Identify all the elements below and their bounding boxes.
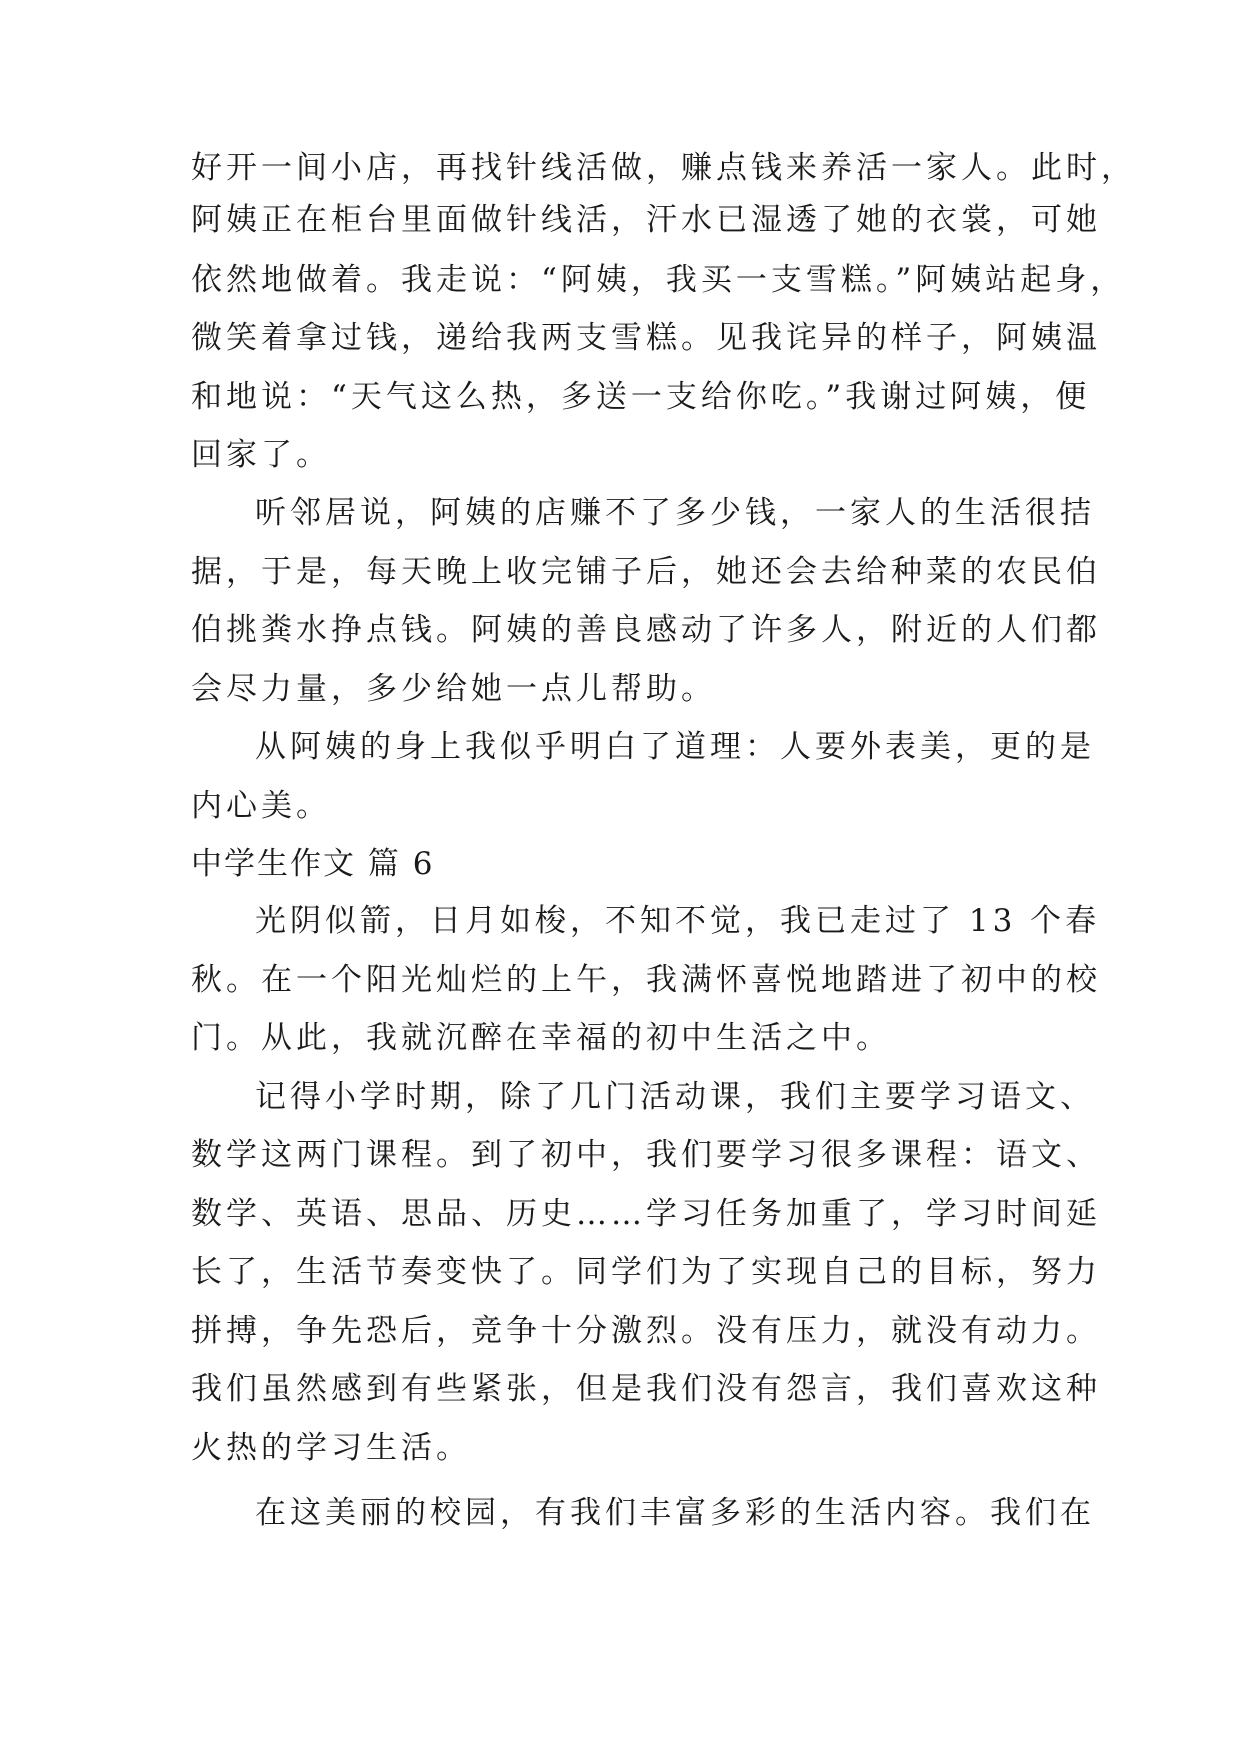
- text-line: 长了，生活节奏变快了。同学们为了实现自己的目标，努力: [191, 1254, 1101, 1290]
- text-line: 门。从此，我就沉醉在幸福的初中生活之中。: [191, 1020, 891, 1056]
- paragraph-first-line: 从阿姨的身上我似乎明白了道理：人要外表美，更的是: [255, 729, 1095, 765]
- text-line: 依然地做着。我走说：“阿姨，我买一支雪糕。”阿姨站起身，: [191, 262, 1126, 298]
- text-line: 我们虽然感到有些紧张，但是我们没有怨言，我们喜欢这种: [191, 1371, 1101, 1407]
- text-line: 微笑着拿过钱，递给我两支雪糕。见我诧异的样子，阿姨温: [191, 320, 1101, 356]
- section-heading: 中学生作文 篇 6: [191, 846, 435, 882]
- paragraph-first-line: 记得小学时期，除了几门活动课，我们主要学习语文、: [255, 1079, 1095, 1115]
- text-line: 内心美。: [191, 788, 331, 824]
- text-line: 好开一间小店，再找针线活做，赚点钱来养活一家人。此时，: [191, 150, 1136, 186]
- text-line: 数学、英语、思品、历史……学习任务加重了，学习时间延: [191, 1196, 1101, 1232]
- text-line: 回家了。: [191, 437, 331, 473]
- text-line: 阿姨正在柜台里面做针线活，汗水已湿透了她的衣裳，可她: [191, 202, 1101, 238]
- text-line: 秋。在一个阳光灿烂的上午，我满怀喜悦地踏进了初中的校: [191, 962, 1101, 998]
- text-line: 据，于是，每天晚上收完铺子后，她还会去给种菜的农民伯: [191, 554, 1101, 590]
- text-line: 和地说：“天气这么热，多送一支给你吃。”我谢过阿姨，便: [191, 379, 1091, 415]
- text-line: 火热的学习生活。: [191, 1430, 471, 1466]
- text-line: 数学这两门课程。到了初中，我们要学习很多课程：语文、: [191, 1137, 1101, 1173]
- text-line: 伯挑粪水挣点钱。阿姨的善良感动了许多人，附近的人们都: [191, 612, 1101, 648]
- text-line: 拼搏，争先恐后，竞争十分激烈。没有压力，就没有动力。: [191, 1313, 1101, 1349]
- paragraph-first-line: 光阴似箭，日月如梭，不知不觉，我已走过了 13 个春: [255, 903, 1101, 939]
- paragraph-first-line: 在这美丽的校园，有我们丰富多彩的生活内容。我们在: [255, 1495, 1095, 1531]
- text-line: 会尽力量，多少给她一点儿帮助。: [191, 671, 716, 707]
- paragraph-first-line: 听邻居说，阿姨的店赚不了多少钱，一家人的生活很拮: [255, 495, 1095, 531]
